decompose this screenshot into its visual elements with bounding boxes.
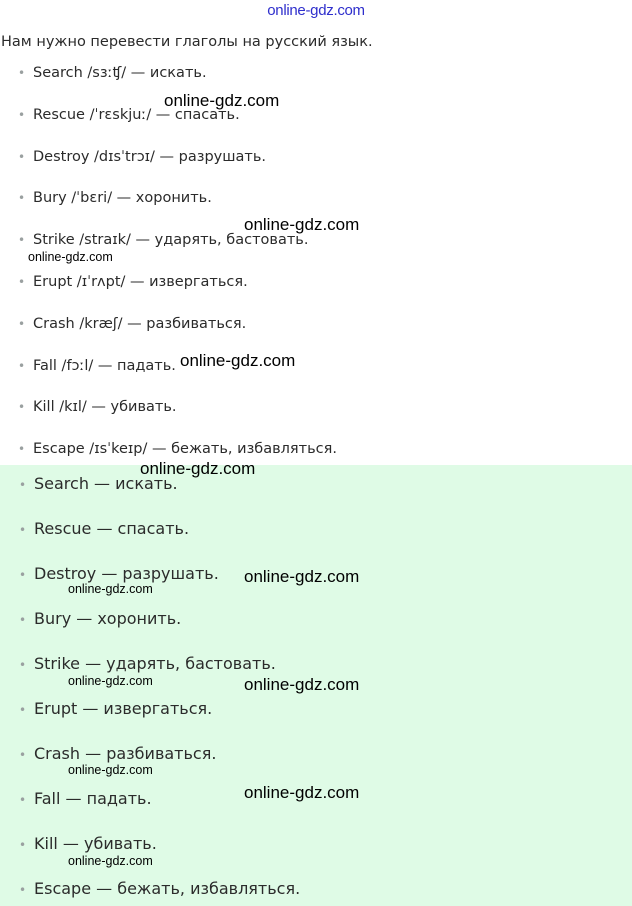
list-item-text: Destroy — разрушать.	[34, 564, 219, 583]
watermark: online-gdz.com	[68, 763, 153, 777]
bullet: •	[18, 108, 26, 122]
list-item	[19, 834, 157, 853]
watermark: online-gdz.com	[140, 459, 256, 478]
list-item-text: Erupt — извергаться.	[34, 699, 213, 718]
list-item-text: Search — искать.	[34, 474, 178, 493]
watermark: online-gdz.com	[164, 91, 280, 110]
list-item-text: Kill — убивать.	[34, 834, 157, 853]
list-item-text: Destroy /dɪsˈtrɔɪ/ — разрушать.	[33, 149, 266, 165]
list-item	[19, 609, 181, 628]
watermark: online-gdz.com	[68, 582, 153, 596]
list-item-text: Strike — ударять, бастовать.	[34, 654, 276, 673]
bullet: •	[19, 568, 27, 582]
list-item	[19, 654, 276, 673]
bullet: •	[18, 233, 26, 247]
list-item-text: Kill /kɪl/ — убивать.	[33, 399, 177, 415]
list-item	[19, 879, 300, 898]
watermark: online-gdz.com	[68, 674, 153, 688]
bullet: •	[18, 442, 26, 456]
list-item-text: Bury — хоронить.	[34, 609, 182, 628]
list-item-text: Rescue /ˈrɛskjuː/ — спасать.	[33, 107, 240, 123]
list-item	[19, 564, 219, 583]
list-item-text: Rescue — спасать.	[34, 519, 190, 538]
list-item	[18, 399, 177, 415]
watermark: online-gdz.com	[68, 854, 153, 868]
list-item-text: Fall — падать.	[34, 789, 152, 808]
list-item-text: Crash — разбиваться.	[34, 744, 217, 763]
list-item-text: Crash /kræʃ/ — разбиваться.	[33, 316, 247, 332]
intro-text: Нам нужно перевести глаголы на русский язык.	[1, 34, 373, 50]
watermark: online-gdz.com	[180, 351, 296, 370]
watermark: online-gdz.com	[28, 250, 113, 264]
bullet: •	[19, 748, 27, 762]
list-item	[19, 744, 216, 763]
bullet: •	[18, 317, 26, 331]
list-item	[19, 789, 152, 808]
site-header: online-gdz.com	[267, 2, 365, 19]
list-item	[18, 149, 266, 165]
list-item	[18, 274, 248, 290]
list-item-text: Strike /straɪk/ — ударять, бастовать.	[33, 232, 309, 248]
bullet: •	[19, 658, 27, 672]
watermark: online-gdz.com	[244, 675, 360, 694]
bullet: •	[19, 703, 27, 717]
bullet: •	[19, 613, 27, 627]
bullet: •	[19, 883, 27, 897]
list-item	[18, 358, 176, 374]
bullet: •	[19, 523, 27, 537]
bullet: •	[19, 838, 27, 852]
list-item	[19, 699, 212, 718]
list-item-text: Escape /ɪsˈkeɪp/ — бежать, избавляться.	[33, 441, 337, 457]
bullet: •	[18, 400, 26, 414]
bullet: •	[18, 359, 26, 373]
list-item-text: Escape — бежать, избавляться.	[34, 879, 301, 898]
watermark: online-gdz.com	[244, 783, 360, 802]
bullet: •	[18, 150, 26, 164]
bullet: •	[19, 793, 27, 807]
list-item-text: Search /sɜːʧ/ — искать.	[33, 65, 207, 81]
list-item-text: Fall /fɔːl/ — падать.	[33, 358, 176, 374]
list-item	[18, 316, 246, 332]
list-item-text: Bury /ˈbɛri/ — хоронить.	[33, 190, 212, 206]
list-item	[18, 190, 212, 206]
bullet: •	[19, 478, 27, 492]
watermark: online-gdz.com	[244, 215, 360, 234]
watermark: online-gdz.com	[244, 567, 360, 586]
bullet: •	[18, 191, 26, 205]
list-item	[19, 519, 189, 538]
list-item	[18, 65, 207, 81]
bullet: •	[18, 275, 26, 289]
list-item	[18, 441, 337, 457]
bullet: •	[18, 66, 26, 80]
list-item-text: Erupt /ɪˈrʌpt/ — извергаться.	[33, 274, 248, 290]
